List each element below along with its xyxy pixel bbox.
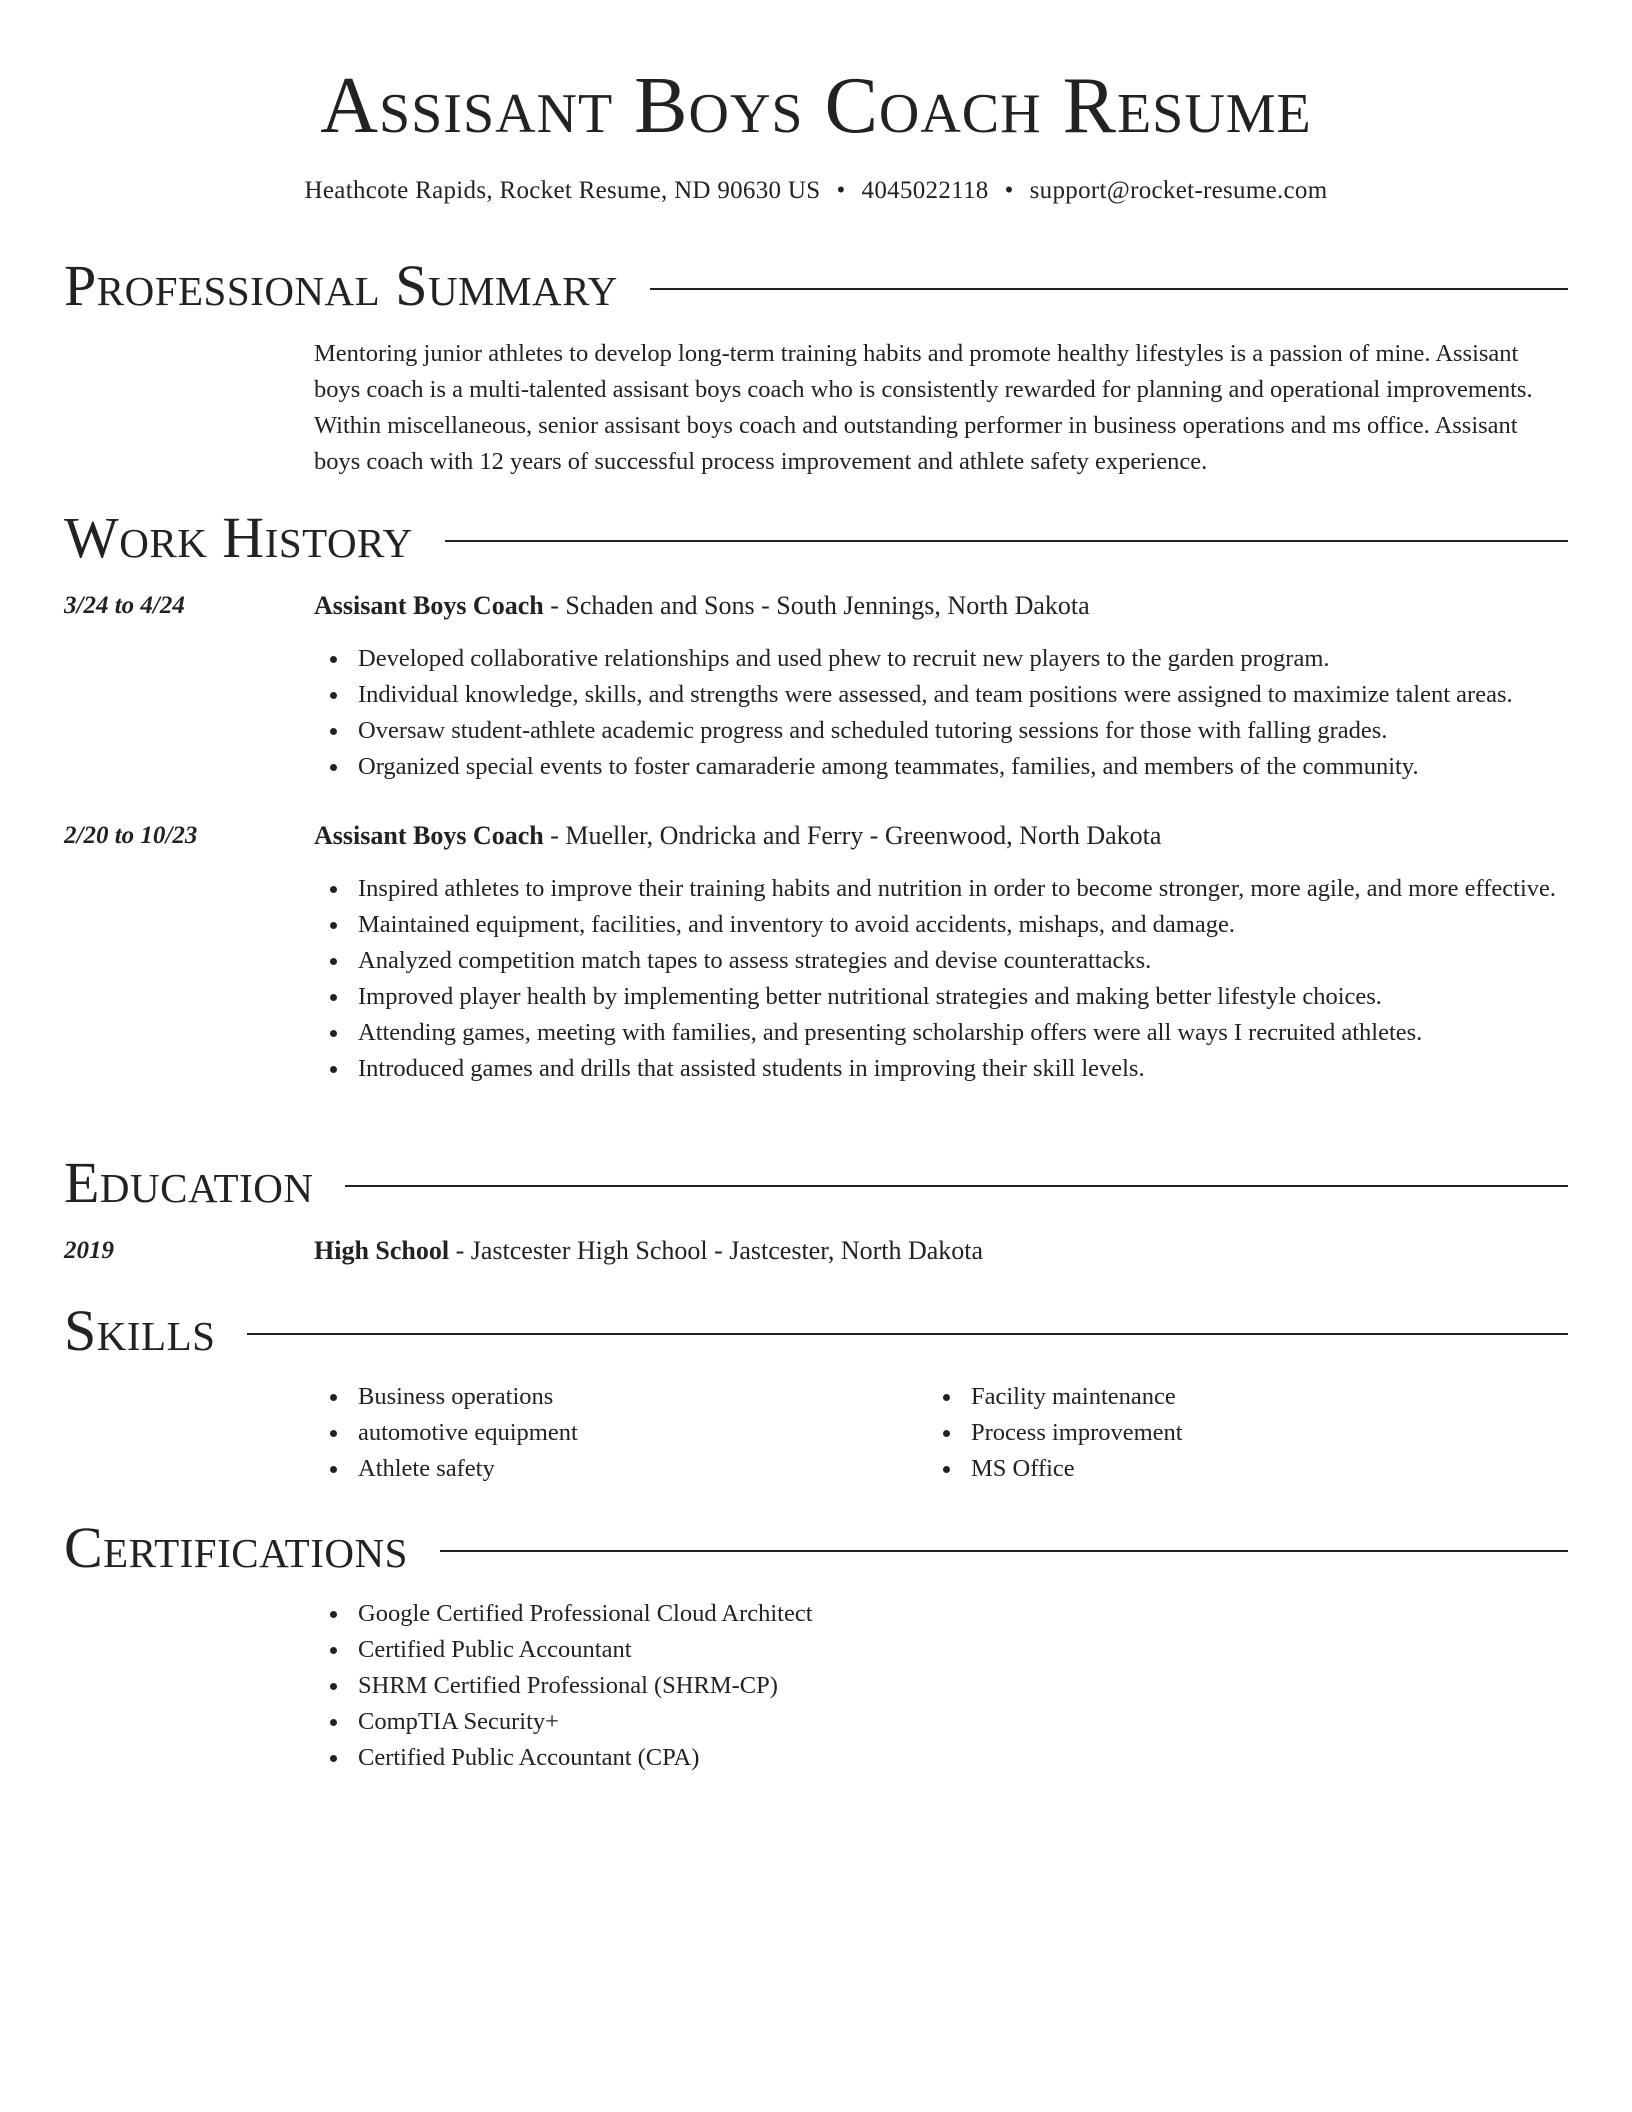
education-degree: High School xyxy=(314,1236,450,1265)
job-bullet: Improved player health by implementing better nutritional strategies and making better lifestyle choices. xyxy=(314,979,1568,1015)
certifications-section-header xyxy=(64,1513,1568,1583)
certification-item: Google Certified Professional Cloud Architect xyxy=(314,1596,1568,1632)
section-divider xyxy=(445,540,1568,542)
job-bullet: Developed collaborative relationships and used phew to recruit new players to the garden program. xyxy=(314,641,1568,677)
education-heading xyxy=(314,1233,983,1269)
contact-phone: 4045022118 xyxy=(861,177,989,204)
job-title: Assisant Boys Coach xyxy=(314,591,544,620)
section-title-work-history: Work History xyxy=(64,505,413,570)
job-bullet: Attending games, meeting with families, and presenting scholarship offers were all ways I recruited athletes. xyxy=(314,1015,1568,1051)
section-title-summary: Professional Summary xyxy=(64,253,618,318)
contact-address: Heathcote Rapids, Rocket Resume, ND 90630 US xyxy=(304,177,821,204)
certification-item: Certified Public Accountant (CPA) xyxy=(314,1740,1568,1776)
skill-item: Athlete safety xyxy=(314,1451,914,1487)
contact-separator: • xyxy=(836,177,846,204)
job-bullet: Inspired athletes to improve their training habits and nutrition in order to become stronger, more agile, and more effective. xyxy=(314,871,1568,907)
job-bullet: Introduced games and drills that assisted students in improving their skill levels. xyxy=(314,1051,1568,1087)
job-heading xyxy=(314,588,1090,624)
skill-item: MS Office xyxy=(927,1451,1527,1487)
work-history-section-header xyxy=(64,503,1568,573)
contact-line xyxy=(0,173,1632,209)
section-title-certifications: Certifications xyxy=(64,1515,408,1580)
job-title: Assisant Boys Coach xyxy=(314,821,544,850)
job-bullet: Maintained equipment, facilities, and inventory to avoid accidents, mishaps, and damage. xyxy=(314,907,1568,943)
job-bullet: Individual knowledge, skills, and strengths were assessed, and team positions were assigned to maximize talent areas. xyxy=(314,677,1568,713)
skill-item: automotive equipment xyxy=(314,1415,914,1451)
section-divider xyxy=(440,1550,1568,1552)
skills-section-header xyxy=(64,1296,1568,1366)
section-divider xyxy=(247,1333,1568,1335)
job-bullet: Analyzed competition match tapes to assess strategies and devise counterattacks. xyxy=(314,943,1568,979)
certification-item: SHRM Certified Professional (SHRM-CP) xyxy=(314,1668,1568,1704)
contact-email: support@rocket-resume.com xyxy=(1029,177,1328,204)
skills-list-right xyxy=(927,1379,1527,1487)
job-bullet-list xyxy=(314,871,1568,1087)
certification-item: Certified Public Accountant xyxy=(314,1632,1568,1668)
education-section-header xyxy=(64,1148,1568,1218)
certifications-list xyxy=(314,1596,1568,1776)
job-bullet-list xyxy=(314,641,1568,785)
skill-item: Business operations xyxy=(314,1379,914,1415)
certification-item: CompTIA Security+ xyxy=(314,1704,1568,1740)
job-bullet: Oversaw student-athlete academic progress and scheduled tutoring sessions for those with falling grades. xyxy=(314,713,1568,749)
job-heading xyxy=(314,818,1161,854)
contact-separator: • xyxy=(1004,177,1014,204)
job-bullet: Organized special events to foster camaraderie among teammates, families, and members of the community. xyxy=(314,749,1568,785)
summary-section-header xyxy=(64,251,1568,321)
education-year: 2019 xyxy=(64,1237,114,1264)
skill-item: Process improvement xyxy=(927,1415,1527,1451)
job-details: - Schaden and Sons - South Jennings, North Dakota xyxy=(543,591,1090,620)
section-title-education: Education xyxy=(64,1150,314,1215)
job-dates: 3/24 to 4/24 xyxy=(64,592,185,619)
resume-title: Assisant Boys Coach Resume xyxy=(320,62,1312,150)
section-title-skills: Skills xyxy=(64,1298,216,1363)
job-details: - Mueller, Ondricka and Ferry - Greenwood, North Dakota xyxy=(543,821,1162,850)
section-divider xyxy=(650,288,1568,290)
education-details: - Jastcester High School - Jastcester, North Dakota xyxy=(449,1236,984,1265)
job-dates: 2/20 to 10/23 xyxy=(64,822,198,849)
skill-item: Facility maintenance xyxy=(927,1379,1527,1415)
section-divider xyxy=(345,1185,1568,1187)
skills-list-left xyxy=(314,1379,914,1487)
summary-paragraph: Mentoring junior athletes to develop long-term training habits and promote healthy lifestyles is a passion of mine. Assisant boys coach is a multi-talented assisant boys coach who is consistently rewarded for planning and operational improvements. Within miscellaneous, senior assisant boys coach and outstanding performer in business operations and ms office. Assisant boys coach with 12 years of successful process improvement and athlete safety experience. xyxy=(314,340,1533,475)
